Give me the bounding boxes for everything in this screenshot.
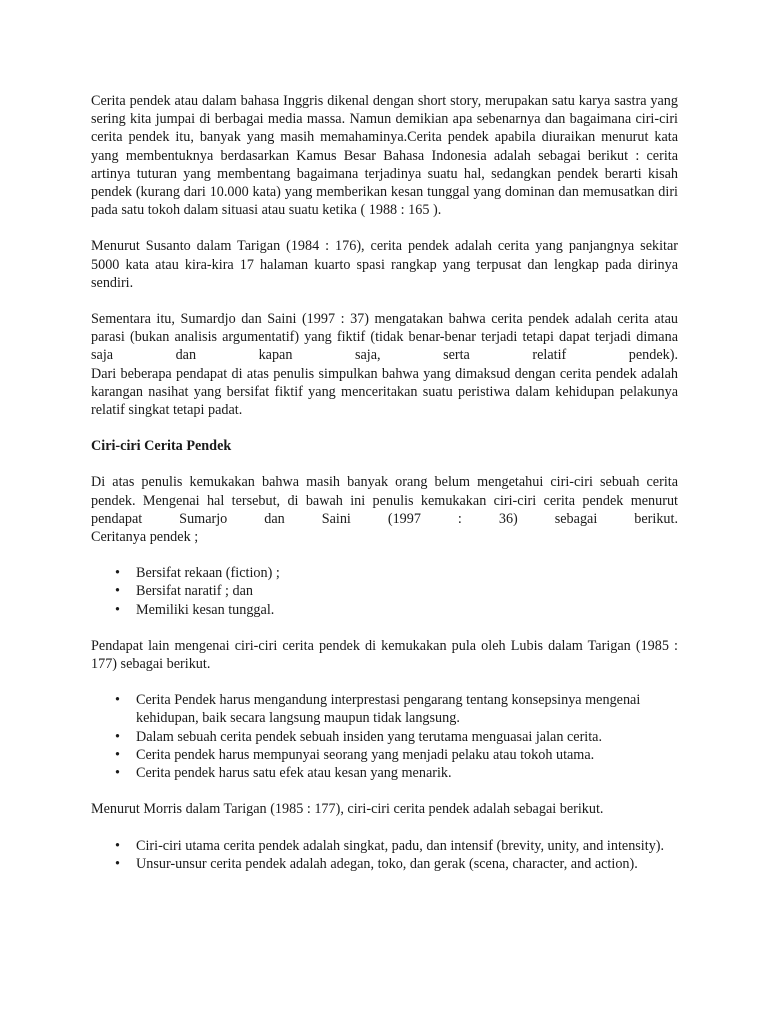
paragraph-intro: Cerita pendek atau dalam bahasa Inggris dikenal dengan short story, merupakan satu karya sastra yang sering kita jumpai di berbagai media massa. Namun demikian apa sebenarnya dan bagaimana ciri-ciri cerita pendek itu, banyak yang masih memahaminya.Cerita pendek apabila diuraikan menurut kata yang membentuknya berdasarkan Kamus Besar Bahasa Indonesia adalah sebagai berikut : cerita artinya tuturan yang membentang bagaimana terjadinya suatu hal, sedangkan pendek berarti kisah pendek (kurang dari 10.000 kata) yang memberikan kesan tunggal yang dominan dan memusatkan diri pada satu tokoh dalam situasi atau suatu ketika ( 1988 : 165 ). [91,93,678,219]
list-item: • Cerita pendek harus satu efek atau kesan yang menarik. [136,764,678,782]
document-page [91,92,678,891]
bullet-list-sumarjo [91,564,678,619]
bullet-list-morris [91,837,678,873]
paragraph-ceritanya-pendek: Ceritanya pendek ; [91,529,199,546]
list-item: • Cerita pendek harus mempunyai seorang yang menjadi pelaku atau tokoh utama. [136,746,678,764]
paragraph-sumardjo: Sementara itu, Sumardjo dan Saini (1997 : 37) mengatakan bahwa cerita pendek adalah cerita atau parasi (bukan analisis argumentatif) yang fiktif (tidak benar-benar terjadi tetapi dapat terjadi dimana saja dan kapan saja, serta relatif pendek). [91,311,678,364]
list-item: • Cerita Pendek harus mengandung interprestasi pengarang tentang konsepsinya mengenai kehidupan, baik secara langsung maupun tidak langsung. [136,691,678,727]
list-item: • Bersifat naratif ; dan [136,582,678,600]
paragraph-lubis: Pendapat lain mengenai ciri-ciri cerita pendek di kemukakan pula oleh Lubis dalam Tarigan (1985 : 177) sebagai berikut. [91,637,678,673]
bullet-list-lubis [91,691,678,782]
paragraph-conclusion: Dari beberapa pendapat di atas penulis simpulkan bahwa yang dimaksud dengan cerita pendek adalah karangan nasihat yang bersifat fiktif yang menceritakan suatu peristiwa dalam kehidupan pelakunya relatif singkat tetapi padat. [91,365,678,419]
list-item: • Memiliki kesan tunggal. [136,601,678,619]
list-item: • Unsur-unsur cerita pendek adalah adegan, toko, dan gerak (scena, character, and action). [136,855,678,873]
paragraph-morris: Menurut Morris dalam Tarigan (1985 : 177), ciri-ciri cerita pendek adalah sebagai berikut. [91,801,604,818]
list-item: • Dalam sebuah cerita pendek sebuah insiden yang terutama menguasai jalan cerita. [136,728,678,746]
paragraph-ciri-intro: Di atas penulis kemukakan bahwa masih banyak orang belum mengetahui ciri-ciri sebuah cerita pendek. Mengenai hal tersebut, di bawah ini penulis kemukakan ciri-ciri cerita pendek menurut pendapat Sumarjo dan Saini (1997 : 36) sebagai berikut. [91,474,678,527]
paragraph-susanto: Menurut Susanto dalam Tarigan (1984 : 176), cerita pendek adalah cerita yang panjangnya sekitar 5000 kata atau kira-kira 17 halaman kuarto spasi rangkap yang terpusat dan lengkap pada dirinya sendiri. [91,238,678,291]
list-item: • Bersifat rekaan (fiction) ; [136,564,678,582]
section-heading: Ciri-ciri Cerita Pendek [91,438,232,455]
list-item: • Ciri-ciri utama cerita pendek adalah singkat, padu, dan intensif (brevity, unity, and intensity). [136,837,678,855]
